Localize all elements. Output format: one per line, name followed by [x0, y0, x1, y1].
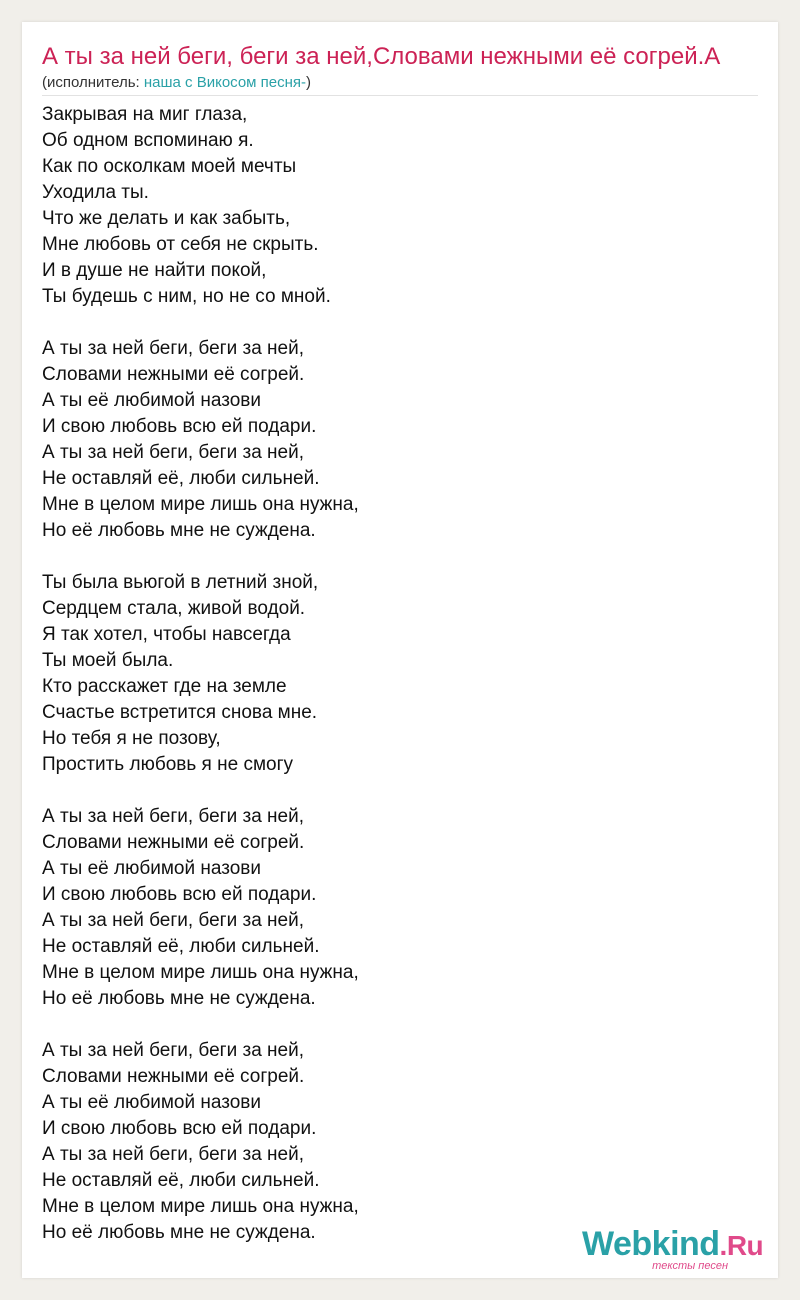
logo-name: Webkind [582, 1225, 720, 1263]
lyric-line: Словами нежными её согрей. [42, 832, 305, 853]
artist-link[interactable]: наша с Викосом песня- [143, 74, 307, 91]
lyric-line: И свою любовь всю ей подари. [42, 416, 317, 437]
logo-tld: .Ru [719, 1230, 764, 1261]
lyric-line: Но её любовь мне не суждена. [42, 520, 316, 541]
lyric-line: Мне в целом мире лишь она нужна, [42, 962, 359, 983]
song-title: А ты за ней беги, беги за ней,Словами нежными её согрей.А [42, 43, 721, 70]
artist-line [42, 73, 311, 93]
lyric-line: И свою любовь всю ей подари. [42, 884, 317, 905]
lyric-line: Мне в целом мире лишь она нужна, [42, 1196, 359, 1217]
lyric-line: Не оставляй её, люби сильней. [42, 936, 320, 957]
lyric-line: Сердцем стала, живой водой. [42, 598, 306, 619]
lyric-line: Ты моей была. [42, 650, 174, 671]
lyric-line: И в душе не найти покой, [42, 260, 267, 281]
lyrics-stanza [42, 336, 359, 544]
lyrics-card [22, 22, 778, 1278]
lyric-line: И свою любовь всю ей подари. [42, 1118, 317, 1139]
lyric-line: Не оставляй её, люби сильней. [42, 1170, 320, 1191]
artist-suffix: ) [306, 74, 312, 91]
lyric-line: Уходила ты. [42, 182, 149, 203]
lyric-line: А ты за ней беги, беги за ней, [42, 1144, 305, 1165]
lyric-line: Закрывая на миг глаза, [42, 104, 248, 125]
lyric-line: Я так хотел, чтобы навсегда [42, 624, 291, 645]
lyric-line: Как по осколкам моей мечты [42, 156, 297, 177]
lyric-line: Что же делать и как забыть, [42, 208, 291, 229]
lyric-line: А ты её любимой назови [42, 858, 261, 879]
lyric-line: Но её любовь мне не суждена. [42, 1222, 316, 1243]
lyric-line: Мне любовь от себя не скрыть. [42, 234, 319, 255]
lyric-line: Словами нежными её согрей. [42, 1066, 305, 1087]
lyric-line: Мне в целом мире лишь она нужна, [42, 494, 359, 515]
artist-prefix: (исполнитель: [42, 74, 144, 91]
lyric-line: Простить любовь я не смогу [42, 754, 294, 775]
lyric-line: Об одном вспоминаю я. [42, 130, 254, 151]
logo-wordmark [582, 1226, 763, 1264]
lyrics-stanza [42, 570, 359, 778]
lyrics-stanza [42, 1038, 359, 1246]
lyric-line: А ты её любимой назови [42, 1092, 261, 1113]
lyrics-body [42, 102, 359, 1272]
title-divider [42, 95, 758, 96]
lyric-line: Не оставляй её, люби сильней. [42, 468, 320, 489]
lyrics-stanza [42, 804, 359, 1012]
lyric-line: Словами нежными её согрей. [42, 364, 305, 385]
logo-tagline: тексты песен [652, 1260, 728, 1272]
lyric-line: А ты за ней беги, беги за ней, [42, 806, 305, 827]
lyric-line: А ты за ней беги, беги за ней, [42, 338, 305, 359]
lyric-line: Ты была вьюгой в летний зной, [42, 572, 319, 593]
lyric-line: А ты за ней беги, беги за ней, [42, 910, 305, 931]
lyric-line: А ты за ней беги, беги за ней, [42, 442, 305, 463]
lyric-line: А ты её любимой назови [42, 390, 261, 411]
lyric-line: Кто расскажет где на земле [42, 676, 287, 697]
lyric-line: Но тебя я не позову, [42, 728, 221, 749]
lyrics-stanza [42, 102, 359, 310]
lyric-line: Но её любовь мне не суждена. [42, 988, 316, 1009]
lyric-line: А ты за ней беги, беги за ней, [42, 1040, 305, 1061]
site-logo[interactable] [582, 1226, 772, 1270]
lyric-line: Ты будешь с ним, но не со мной. [42, 286, 331, 307]
lyric-line: Счастье встретится снова мне. [42, 702, 318, 723]
